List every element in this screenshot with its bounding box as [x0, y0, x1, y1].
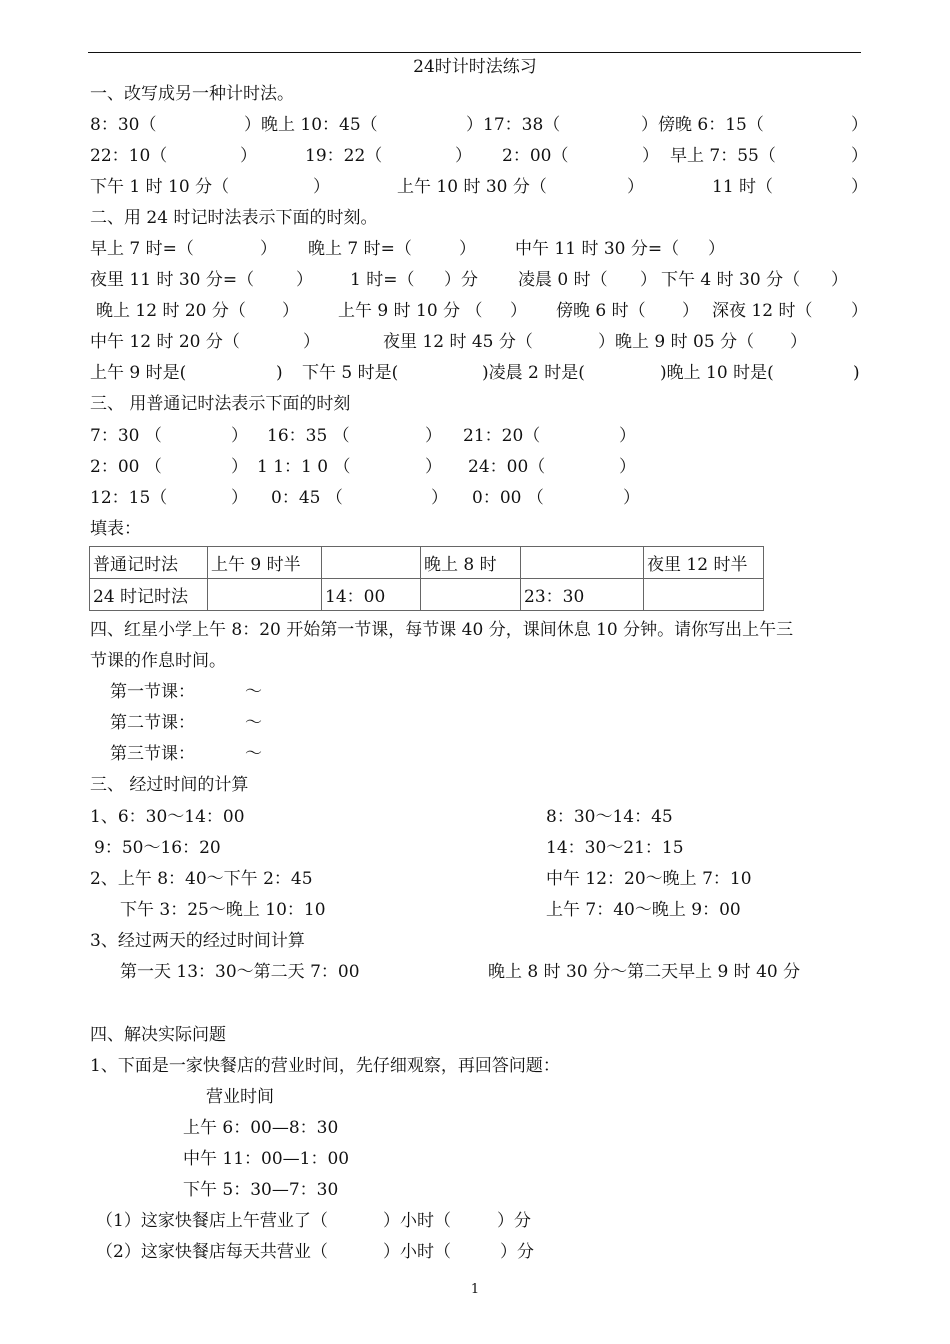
s2-r2-item: 1 时=（ [350, 270, 415, 290]
table-label: 填表： [90, 519, 141, 539]
two-day-heading: 3、经过两天的经过时间计算 [90, 931, 305, 951]
s2-r1-item: 中午 11 时 30 分=（ [515, 239, 680, 259]
s1-r2-item: ） [240, 146, 257, 166]
lesson-tilde: ～ [245, 682, 262, 702]
elapsed-item: 2、上午 8：40～下午 2：45 [90, 869, 313, 889]
s2-r3-item: ） [682, 301, 699, 321]
business-hours-line: 中午 11：00—1：00 [183, 1149, 350, 1169]
page-number: 1 [470, 1282, 480, 1297]
s3-r1-item: 21：20（ [463, 426, 541, 446]
s2-r1-item: ） [260, 239, 277, 259]
s1-r2-item: 2：00（ [502, 146, 569, 166]
s3-r2-item: 2：00 （ [90, 457, 162, 477]
elapsed-item: 9：50～16：20 [94, 838, 221, 858]
s2-r5-item: )凌晨 2 时是( [482, 363, 585, 383]
section-5-heading: 三、 经过时间的计算 [90, 775, 249, 795]
business-hours-line: 上午 6：00—8：30 [183, 1118, 339, 1138]
s1-r2-item: 早上 7：55（ [670, 146, 776, 166]
business-hours-line: 下午 5：30—7：30 [183, 1180, 339, 1200]
question-part: （2）这家快餐店每天共营业（ [96, 1242, 328, 1262]
s1-r3-item: 11 时（ [712, 177, 774, 197]
s2-r4-item: ） [790, 332, 807, 352]
s1-r1-item: ）晚上 10：45（ [244, 115, 378, 135]
table-cell: 23：30 [521, 579, 644, 611]
s1-r3-item: ） [627, 177, 644, 197]
s1-r3-item: 下午 1 时 10 分（ [90, 177, 230, 197]
elapsed-item: 晚上 8 时 30 分～第二天早上 9 时 40 分 [488, 962, 801, 982]
lesson-label: 第二节课： [110, 713, 195, 733]
table-row [90, 579, 764, 611]
section-3-heading: 三、 用普通记时法表示下面的时刻 [90, 394, 351, 414]
s1-r2-item: ） [851, 146, 868, 166]
elapsed-item: 下午 3：25～晚上 10：10 [120, 900, 326, 920]
s2-r1-item: ） [708, 239, 725, 259]
s1-r3-item: 上午 10 时 30 分（ [397, 177, 547, 197]
s2-r1-item: 晚上 7 时=（ [308, 239, 412, 259]
s2-r2-item: 夜里 11 时 30 分=（ [90, 270, 255, 290]
table-row [90, 547, 764, 579]
s1-r2-item: 19：22（ [305, 146, 383, 166]
s2-r2-item: 下午 4 时 30 分（ [661, 270, 801, 290]
s2-r3-item: ） [510, 301, 527, 321]
elapsed-item: 1、6：30～14：00 [90, 807, 245, 827]
s1-r3-item: ） [851, 177, 868, 197]
section-1-heading: 一、改写成另一种计时法。 [90, 84, 294, 104]
s3-r2-item: ） [425, 457, 442, 477]
s2-r2-item: 凌晨 0 时（ [518, 270, 608, 290]
s3-r2-item: ） [619, 457, 636, 477]
s2-r4-item: ）晚上 9 时 05 分（ [598, 332, 755, 352]
s3-r1-item: ） [425, 426, 442, 446]
s2-r5-item: 下午 5 时是( [302, 363, 399, 383]
s2-r2-item: ）分 [444, 270, 478, 290]
s2-r5-item: 上午 9 时是( [90, 363, 187, 383]
table-cell [521, 547, 644, 579]
s3-r1-item: 7：30 （ [90, 426, 162, 446]
s1-r1-item: ）傍晚 6：15（ [641, 115, 764, 135]
s3-r1-item: ） [619, 426, 636, 446]
conversion-table [89, 546, 764, 611]
top-rule [88, 52, 861, 53]
s3-r2-item: 24：00（ [468, 457, 546, 477]
s3-r3-item: ） [623, 488, 640, 508]
table-cell: 上午 9 时半 [208, 547, 322, 579]
s3-r3-item: 0：00 （ [472, 488, 544, 508]
question-part: ）小时（ [383, 1242, 451, 1262]
table-cell: 14：00 [322, 579, 421, 611]
section-2-heading: 二、用 24 时记时法表示下面的时刻。 [90, 208, 378, 228]
question-part: ）分 [500, 1242, 534, 1262]
s1-r2-item: 22：10（ [90, 146, 168, 166]
s3-r3-item: 0：45 （ [271, 488, 343, 508]
s2-r4-item: ） [303, 332, 320, 352]
elapsed-item: 中午 12：20～晚上 7：10 [546, 869, 752, 889]
table-cell [208, 579, 322, 611]
s4-line-2: 节课的作息时间。 [90, 651, 226, 671]
s2-r1-item: 早上 7 时=（ [90, 239, 194, 259]
s2-r4-item: 中午 12 时 20 分（ [90, 332, 240, 352]
s2-r2-item: ） [296, 270, 313, 290]
s3-r1-item: ） [231, 426, 248, 446]
section-6-heading: 四、解决实际问题 [90, 1025, 226, 1045]
lesson-tilde: ～ [245, 713, 262, 733]
problem-1-text: 1、下面是一家快餐店的营业时间，先仔细观察，再回答问题： [90, 1056, 560, 1076]
hours-title: 营业时间 [206, 1087, 274, 1107]
s3-r3-item: 12：15（ [90, 488, 168, 508]
elapsed-item: 8：30～14：45 [546, 807, 673, 827]
s3-r1-item: 16：35 （ [267, 426, 350, 446]
s1-r2-item: ） [642, 146, 659, 166]
s2-r3-item: 上午 9 时 10 分 （ [338, 301, 483, 321]
s1-r1-item: 8：30（ [90, 115, 157, 135]
table-cell [421, 579, 521, 611]
table-cell [644, 579, 764, 611]
page-title: 24时计时法练习 [413, 57, 537, 77]
s2-r4-item: 夜里 12 时 45 分（ [383, 332, 533, 352]
table-cell: 24 时记时法 [90, 579, 208, 611]
s2-r3-item: ） [851, 301, 868, 321]
s2-r2-item: ） [640, 270, 657, 290]
s2-r5-item: ) [276, 363, 283, 383]
elapsed-item: 14：30～21：15 [546, 838, 684, 858]
s2-r3-item: 傍晚 6 时（ [556, 301, 646, 321]
s2-r2-item: ） [831, 270, 848, 290]
s2-r3-item: ） [282, 301, 299, 321]
question-part: （1）这家快餐店上午营业了（ [96, 1211, 328, 1231]
elapsed-item: 第一天 13：30～第二天 7：00 [120, 962, 360, 982]
s2-r1-item: ） [459, 239, 476, 259]
table-cell [322, 547, 421, 579]
s1-r2-item: ） [455, 146, 472, 166]
table-cell: 晚上 8 时 [421, 547, 521, 579]
lesson-label: 第一节课： [110, 682, 195, 702]
question-part: ）小时（ [383, 1211, 451, 1231]
s1-r1-item: ）17：38（ [466, 115, 561, 135]
question-part: ）分 [497, 1211, 531, 1231]
s3-r2-item: 1 1：1 0 （ [257, 457, 351, 477]
s3-r3-item: ） [431, 488, 448, 508]
s4-line-1: 四、红星小学上午 8：20 开始第一节课，每节课 40 分，课间休息 10 分钟。请你写出上午三 [90, 620, 794, 640]
s3-r2-item: ） [231, 457, 248, 477]
s3-r3-item: ） [231, 488, 248, 508]
table-cell: 夜里 12 时半 [644, 547, 764, 579]
s1-r3-item: ） [313, 177, 330, 197]
elapsed-item: 上午 7：40～晚上 9：00 [546, 900, 741, 920]
s1-r1-item: ） [851, 115, 868, 135]
lesson-label: 第三节课： [110, 744, 195, 764]
s2-r3-item: 晚上 12 时 20 分（ [96, 301, 246, 321]
table-cell: 普通记时法 [90, 547, 208, 579]
s2-r5-item: )晚上 10 时是( [660, 363, 774, 383]
s2-r3-item: 深夜 12 时（ [712, 301, 813, 321]
lesson-tilde: ～ [245, 744, 262, 764]
s2-r5-item: ) [853, 363, 860, 383]
